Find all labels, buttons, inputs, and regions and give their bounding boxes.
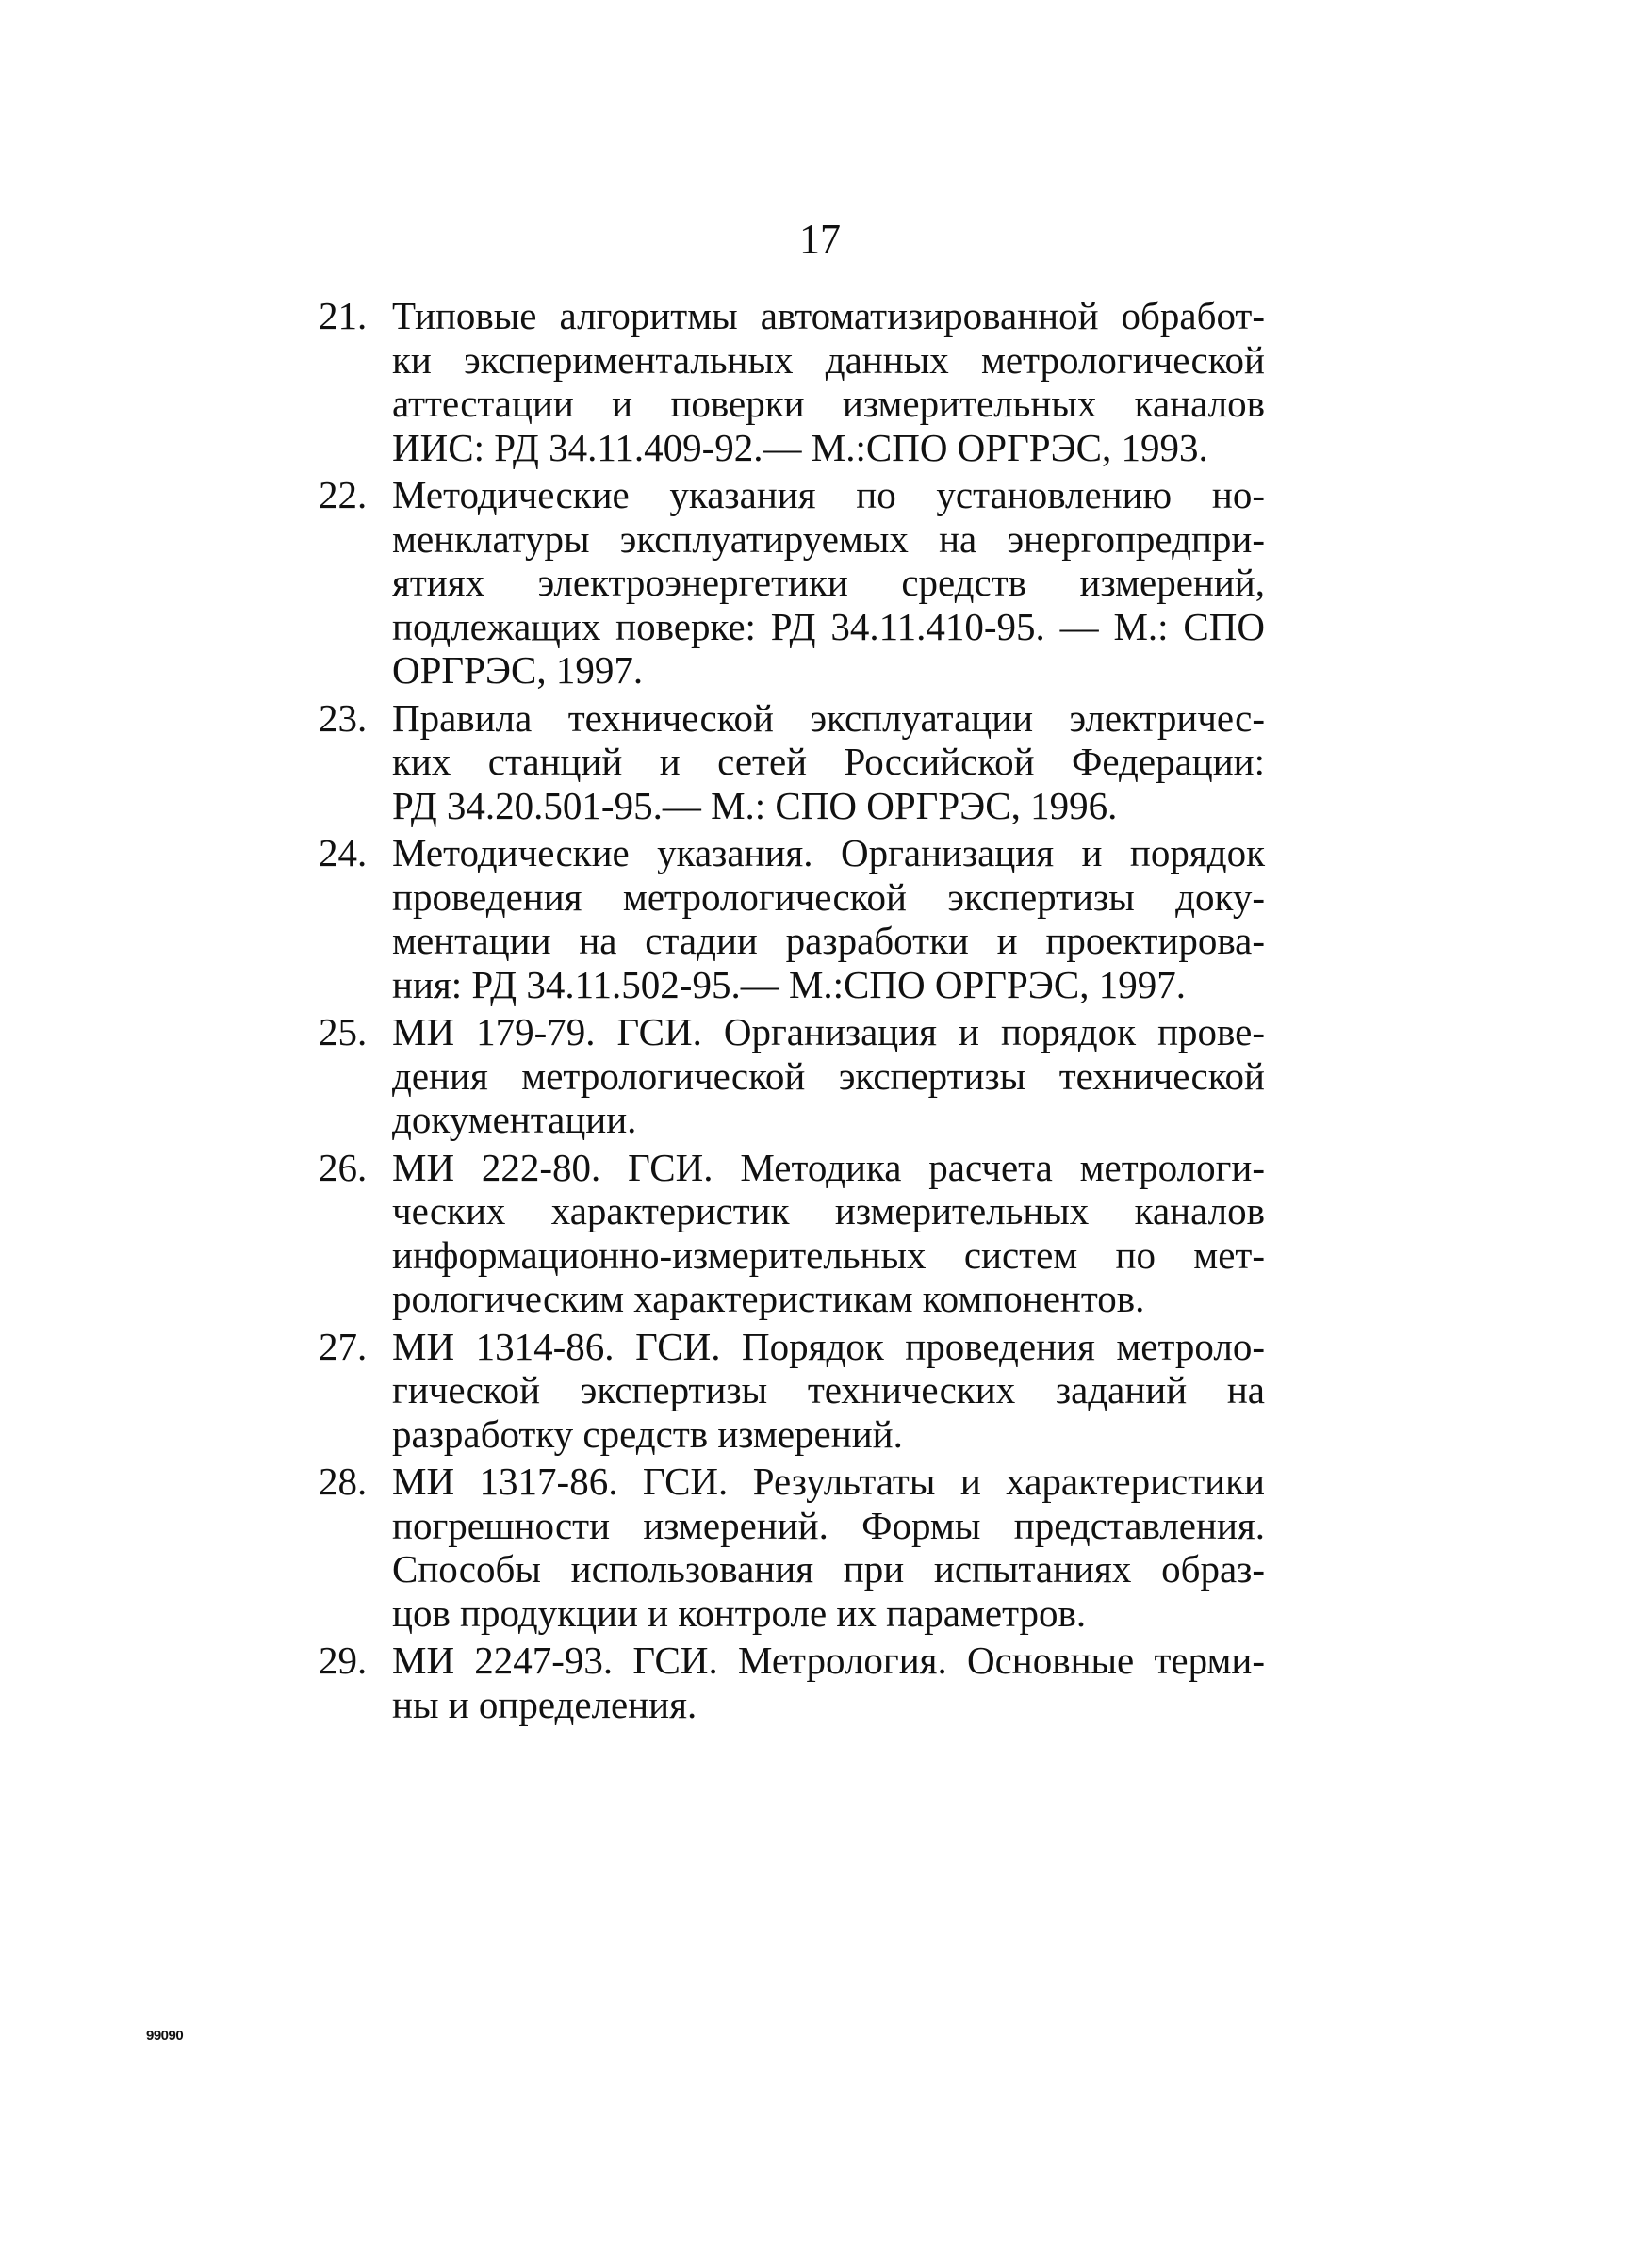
reference-text-line: Методические указания по установлению но- <box>392 473 1265 516</box>
reference-item <box>319 831 1265 1006</box>
reference-number: 27. <box>319 1324 368 1368</box>
reference-item <box>319 1325 1265 1457</box>
reference-text-line: цов продукции и контроле их параметров. <box>392 1591 1087 1635</box>
reference-number: 29. <box>319 1639 368 1682</box>
reference-item <box>319 473 1265 693</box>
reference-item <box>319 1639 1265 1726</box>
reference-number: 25. <box>319 1010 368 1053</box>
reference-text-line: ментации на стадии разработки и проектирова- <box>392 919 1265 962</box>
reference-text-line: МИ 2247-93. ГСИ. Метрология. Основные терми- <box>392 1639 1265 1682</box>
reference-text-line: ки экспериментальных данных метрологической <box>392 337 1265 382</box>
reference-text-line: Правила технической эксплуатации электричес- <box>392 695 1265 740</box>
reference-list <box>319 294 1265 1730</box>
reference-text-line: рологическим характеристикам компонентов. <box>392 1277 1145 1320</box>
reference-text-line: проведения метрологической экспертизы доку- <box>392 874 1265 919</box>
reference-text-line: гической экспертизы технических заданий на <box>392 1368 1265 1411</box>
reference-text-line: ятиях электроэнергетики средств измерений, <box>392 561 1265 604</box>
reference-number: 24. <box>319 831 368 874</box>
reference-text-line: Способы использования при испытаниях образ- <box>392 1547 1265 1591</box>
reference-text-line: ИИС: РД 34.11.409-92.— М.:СПО ОРГРЭС, 1993. <box>392 425 1208 469</box>
reference-number: 26. <box>319 1145 368 1189</box>
reference-text-line: ОРГРЭС, 1997. <box>392 648 644 692</box>
reference-text-line: разработку средств измерений. <box>392 1411 903 1456</box>
page-number: 17 <box>799 216 841 262</box>
reference-text-line: менклатуры эксплуатируемых на энергопредпри- <box>392 516 1265 561</box>
reference-text-line: ны и определения. <box>392 1682 697 1726</box>
reference-text-line: подлежащих поверке: РД 34.11.410-95. — М.: СПО <box>392 604 1265 648</box>
reference-text-line: погрешности измерений. Формы представления. <box>392 1503 1265 1547</box>
reference-number: 21. <box>319 294 368 337</box>
reference-item <box>319 1460 1265 1635</box>
reference-text-line: документации. <box>392 1098 637 1141</box>
reference-text-line: ния: РД 34.11.502-95.— М.:СПО ОРГРЭС, 1997. <box>392 962 1186 1006</box>
reference-text-line: аттестации и поверки измерительных каналов <box>392 382 1265 425</box>
reference-item <box>319 294 1265 469</box>
reference-text-line: ческих характеристик измерительных каналов <box>392 1189 1265 1232</box>
reference-item <box>319 1146 1265 1321</box>
reference-text-line: Типовые алгоритмы автоматизированной обработ- <box>392 294 1265 337</box>
reference-text-line: информационно-измерительных систем по мет- <box>392 1232 1265 1277</box>
reference-text-line: дения метрологической экспертизы технической <box>392 1053 1265 1098</box>
footer-code: 99090 <box>146 2028 184 2044</box>
reference-text-line: МИ 179-79. ГСИ. Организация и порядок прове- <box>392 1010 1265 1053</box>
reference-number: 22. <box>319 473 368 516</box>
reference-text-line: МИ 1314-86. ГСИ. Порядок проведения метроло- <box>392 1324 1265 1368</box>
reference-number: 23. <box>319 695 368 740</box>
reference-number: 28. <box>319 1460 368 1503</box>
reference-text-line: ких станций и сетей Российской Федерации: <box>392 740 1265 783</box>
reference-text-line: МИ 222-80. ГСИ. Методика расчета метрологи- <box>392 1145 1265 1189</box>
reference-text-line: РД 34.20.501-95.— М.: СПО ОРГРЭС, 1996. <box>392 783 1118 827</box>
reference-text-line: Методические указания. Организация и порядок <box>392 831 1265 874</box>
reference-item <box>319 696 1265 828</box>
reference-item <box>319 1010 1265 1142</box>
reference-text-line: МИ 1317-86. ГСИ. Результаты и характеристики <box>392 1460 1265 1503</box>
